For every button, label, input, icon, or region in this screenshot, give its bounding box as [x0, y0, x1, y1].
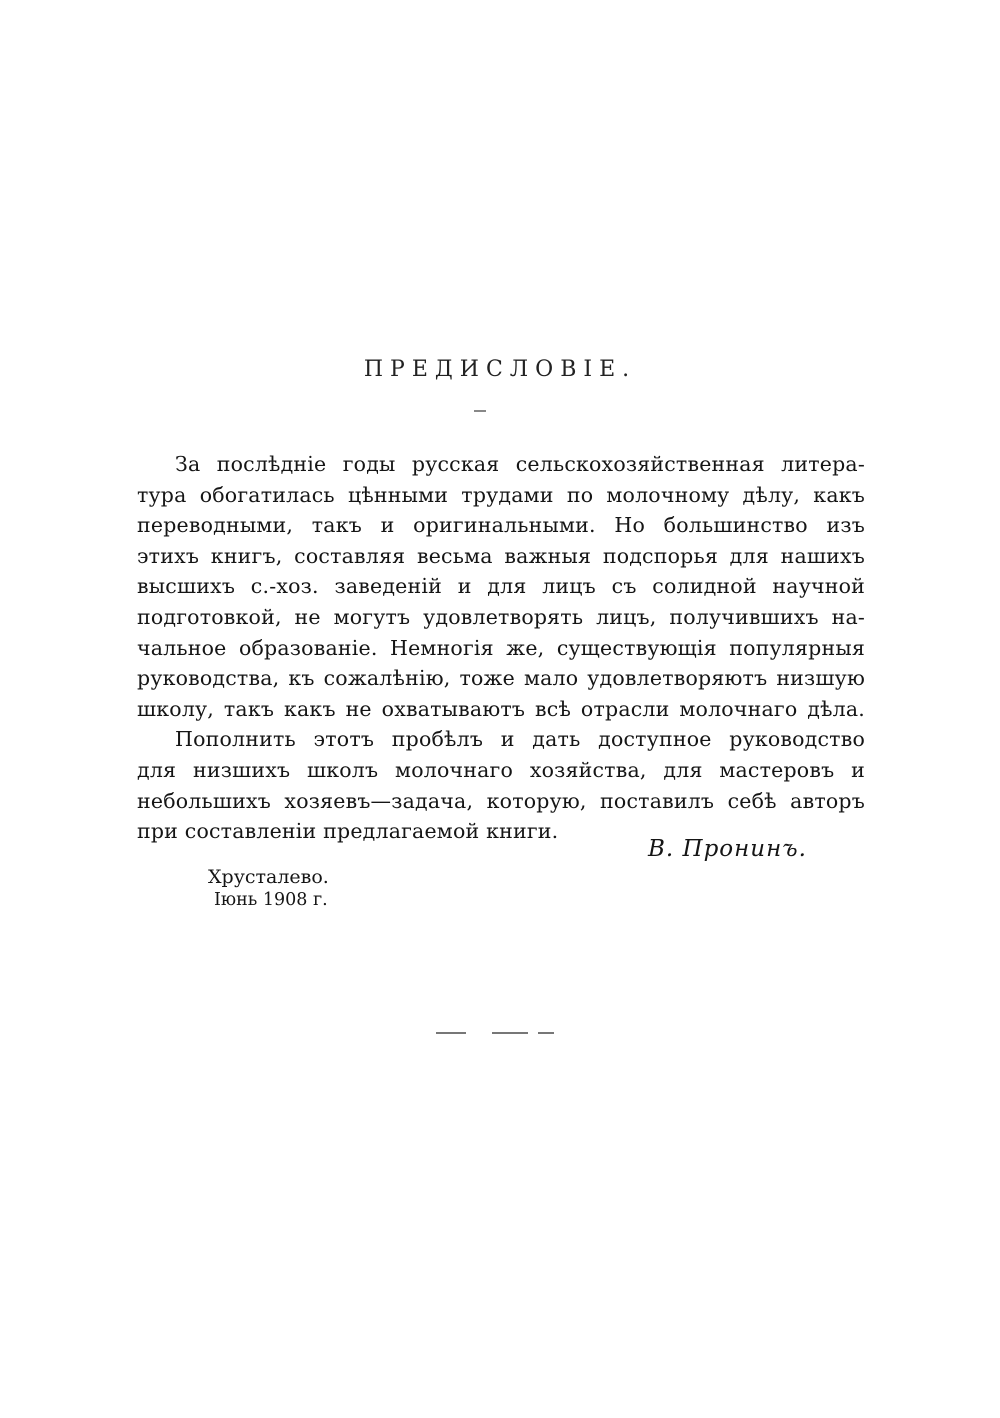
text-line: тура обогатилась цѣнными трудами по молочному дѣлу, какъ	[137, 482, 865, 507]
footer-ornament	[492, 1032, 528, 1034]
text-line: чальное образованіе. Немногія же, существующія популярныя	[137, 635, 865, 660]
text-line: этихъ книгъ, составляя весьма важныя подспорья для нашихъ	[137, 543, 865, 568]
text-line: небольшихъ хозяевъ—задача, которую, поставилъ себѣ авторъ	[137, 788, 865, 813]
text-line: школу, такъ какъ не охватываютъ всѣ отрасли молочнаго дѣла.	[137, 696, 865, 721]
title-ornament	[474, 410, 486, 412]
footer-ornament	[436, 1032, 466, 1034]
page-title: ПРЕДИСЛОВІЕ.	[363, 357, 637, 382]
footer-ornament	[538, 1032, 554, 1034]
place-of-writing: Хрусталево.	[208, 866, 329, 888]
text-line: подготовкой, не могутъ удовлетворять лицъ, получившихъ на-	[137, 604, 865, 629]
text-line: высшихъ с.-хоз. заведеній и для лицъ съ солидной научной	[137, 574, 865, 599]
preface-body	[137, 449, 865, 847]
text-line: Пополнить этотъ пробѣлъ и дать доступное руководство	[175, 727, 865, 752]
text-line: руководства, къ сожалѣнію, тоже мало удовлетворяютъ низшую	[137, 666, 865, 691]
text-line: при составленіи предлагаемой книги.	[137, 819, 559, 844]
author-signature: В. Пронинъ.	[648, 836, 807, 862]
date-of-writing: Іюнь 1908 г.	[214, 890, 328, 910]
text-line: переводными, такъ и оригинальными. Но большинство изъ	[137, 513, 865, 538]
text-line: За послѣдніе годы русская сельскохозяйственная литера-	[175, 452, 865, 476]
text-line: для низшихъ школъ молочнаго хозяйства, для мастеровъ и	[137, 757, 865, 782]
